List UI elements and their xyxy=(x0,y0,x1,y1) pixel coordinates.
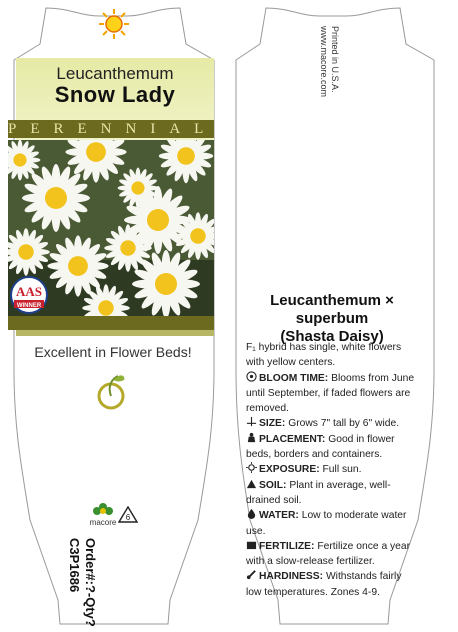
care-info xyxy=(246,340,416,600)
care-item-exposure: EXPOSURE: Full sun. xyxy=(246,462,416,477)
printer-info xyxy=(318,26,340,97)
flower-icon xyxy=(246,371,257,382)
daisy-flower xyxy=(132,250,200,316)
water-icon xyxy=(246,508,257,519)
category-label: PERENNIAL xyxy=(8,121,218,137)
care-item-placement: PLACEMENT: Good in flower beds, borders and containers. xyxy=(246,433,395,461)
variety-name: Snow Lady xyxy=(54,82,176,107)
svg-text:WINNER: WINNER xyxy=(16,303,42,309)
hardiness-icon xyxy=(246,569,257,580)
care-item-water: WATER: Low to moderate water use. xyxy=(246,510,407,537)
care-item-soil: SOIL: Plant in average, well-drained soil. xyxy=(246,479,391,506)
sku-code: C3P1686 xyxy=(67,538,82,593)
printer-website: www.macore.com xyxy=(319,26,329,98)
care-item-bloom: BLOOM TIME: Blooms from June until September, if faded flowers are removed. xyxy=(246,372,415,415)
care-item-hardiness: HARDINESS: Withstands fairly low temperatures. Zones 4-9. xyxy=(246,571,402,598)
aas-winner-badge xyxy=(10,276,48,314)
back-title xyxy=(240,292,424,346)
fertilize-icon xyxy=(246,539,257,550)
genus-name: Leucanthemum xyxy=(56,64,174,83)
sun-icon xyxy=(246,462,257,473)
printed-in-line: Printed in U.S.A. xyxy=(330,26,340,93)
photo-bottom-accent xyxy=(16,330,214,336)
svg-text:6: 6 xyxy=(125,513,131,522)
order-line: Order#:?-Qty? xyxy=(83,538,98,627)
size-icon xyxy=(246,416,257,427)
care-item-size: SIZE: Grows 7" tall by 6" wide. xyxy=(246,416,416,431)
sun-logo-icon xyxy=(98,8,130,40)
daisy-flower xyxy=(22,164,90,232)
sprout-logo-icon xyxy=(94,368,128,412)
care-item-fertilize: FERTILIZE: Fertilize once a year with a slow-release fertilizer. xyxy=(246,540,411,568)
soil-icon xyxy=(246,478,257,489)
order-info xyxy=(66,538,98,627)
recycle-6-icon xyxy=(118,506,138,524)
plant-intro: F₁ hybrid has single, white flowers with yellow centers. xyxy=(246,342,402,369)
svg-text:AAS: AAS xyxy=(15,284,43,299)
svg-text:macore: macore xyxy=(89,518,117,527)
common-name: (Shasta Daisy) xyxy=(280,328,384,345)
placement-icon xyxy=(246,432,257,443)
tagline: Excellent in Flower Beds! xyxy=(34,344,192,360)
botanical-name: Leucanthemum × superbum xyxy=(270,292,394,327)
photo-bottom-bar xyxy=(8,316,214,330)
macore-logo-icon xyxy=(88,500,118,528)
